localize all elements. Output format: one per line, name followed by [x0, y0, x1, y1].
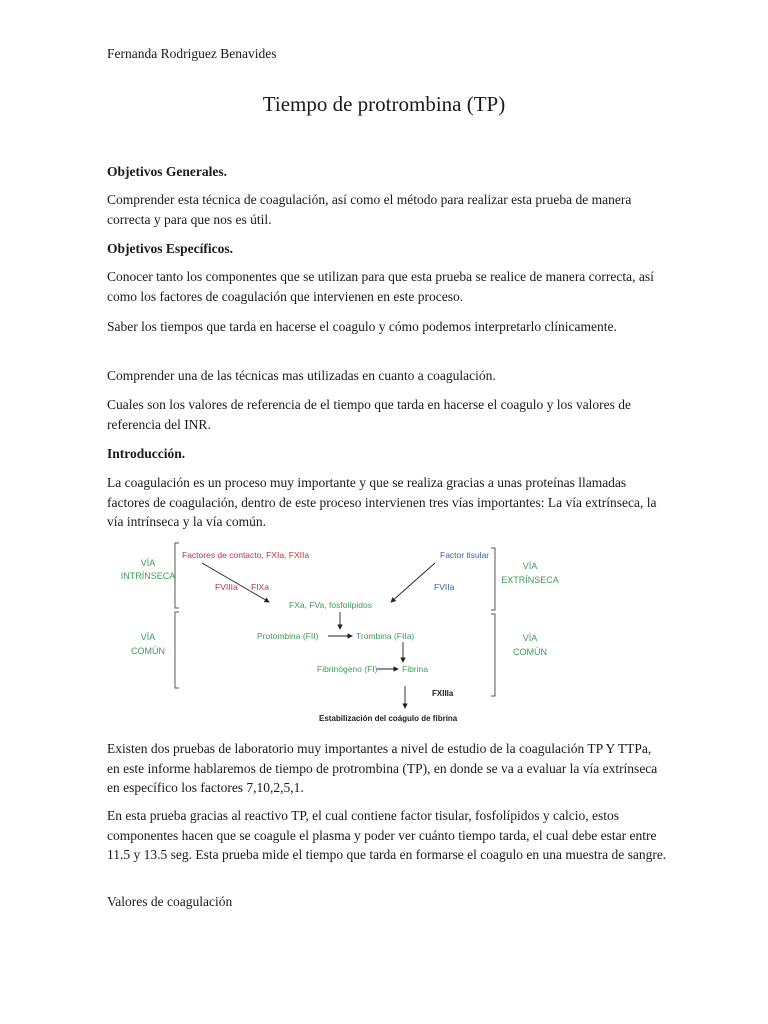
fxa-complex-label: FXa, FVa, fosfolípidos: [289, 600, 372, 610]
left-top-label-1: VÍA: [140, 558, 156, 568]
fibrin-label: Fibrina: [402, 664, 428, 674]
fviiia-label: FVIIIa: [215, 582, 238, 592]
specific-objective-2: Saber los tiempos que tarda en hacerse el coagulo y cómo podemos interpretarlo clínicamente.: [107, 319, 617, 334]
right-bracket-bottom: [491, 614, 495, 696]
left-bottom-label-2: COMÚN: [131, 646, 165, 656]
fixa-label: FIXa: [251, 582, 269, 592]
stabilization-label: Estabilización del coágulo de fibrina: [319, 714, 458, 723]
right-bottom-label-2: COMÚN: [513, 647, 547, 657]
coagulation-values-line: Valores de coagulación: [107, 894, 233, 909]
right-bottom-label-1: VÍA: [522, 633, 538, 643]
prothrombin-label: Protombina (FII): [257, 631, 319, 641]
left-bracket-bottom: [175, 612, 179, 688]
specific-objectives-heading: Objetivos Específicos.: [107, 241, 233, 256]
general-objectives-heading: Objetivos Generales.: [107, 164, 227, 179]
specific-objective-4: Cuales son los valores de referencia de el tiempo que tarda en hacerse el coagulo y los valores de referencia del INR.: [107, 397, 632, 432]
right-top-label-2: EXTRÍNSECA: [501, 575, 559, 585]
introduction-heading: Introducción.: [107, 446, 186, 461]
right-top-label-1: VÍA: [522, 561, 538, 571]
page-title: Tiempo de protrombina (TP): [262, 92, 506, 116]
right-bracket-top: [491, 548, 495, 610]
paragraph-tests: Existen dos pruebas de laboratorio muy importantes a nivel de estudio de la coagulación TP Y TTPa, en este informe hablaremos de tiempo de protrombina (TP), en donde se va a evaluar la vía extrínseca en específico los factores 7,10,2,5,1.: [107, 741, 658, 795]
specific-objective-3: Comprender una de las técnicas mas utilizadas en cuanto a coagulación.: [107, 368, 496, 383]
left-top-label-2: INTRÍNSECA: [120, 571, 176, 581]
introduction-text: La coagulación es un proceso muy importante y que se realiza gracias a unas proteínas llamadas factores de coagulación, dentro de este proceso intervienen tres vías importantes: La vía extrínseca, la vía intrínseca y la vía común.: [107, 475, 657, 529]
fxiiia-label: FXIIIa: [432, 689, 454, 698]
specific-objective-1: Conocer tanto los componentes que se utilizan para que esta prueba se realice de manera correcta, así como los factores de coagulación que intervienen en este proceso.: [107, 269, 654, 304]
fibrinogen-label: Fibrinógeno (FI): [317, 664, 378, 674]
general-objectives-text: Comprender esta técnica de coagulación, así como el método para realizar esta prueba de manera correcta y para que nos es útil.: [107, 192, 632, 227]
left-bottom-label-1: VÍA: [140, 632, 156, 642]
paragraph-reagent: En esta prueba gracias al reactivo TP, el cual contiene factor tisular, fosfolípidos y calcio, estos componentes hacen que se coagule el plasma y poder ver cuánto tiempo tarda, el cual debe estar entre 11.5 y 13.5 seg. Esta prueba mide el tiempo que tarda en formarse el coagulo en una muestra de sangre.: [107, 808, 667, 862]
thrombin-label: Trombina (FIIa): [356, 631, 415, 641]
author-name: Fernanda Rodriguez Benavides: [107, 46, 277, 61]
fviia-label: FVIIa: [434, 582, 455, 592]
coagulation-cascade-diagram: [107, 538, 667, 730]
contact-factors-label: Factores de contacto, FXIa, FXIIa: [182, 550, 310, 560]
arrow-extrinsic-to-fxa: [391, 563, 435, 602]
left-bracket-top: [175, 543, 179, 608]
tissue-factor-label: Factor tisular: [440, 550, 490, 560]
